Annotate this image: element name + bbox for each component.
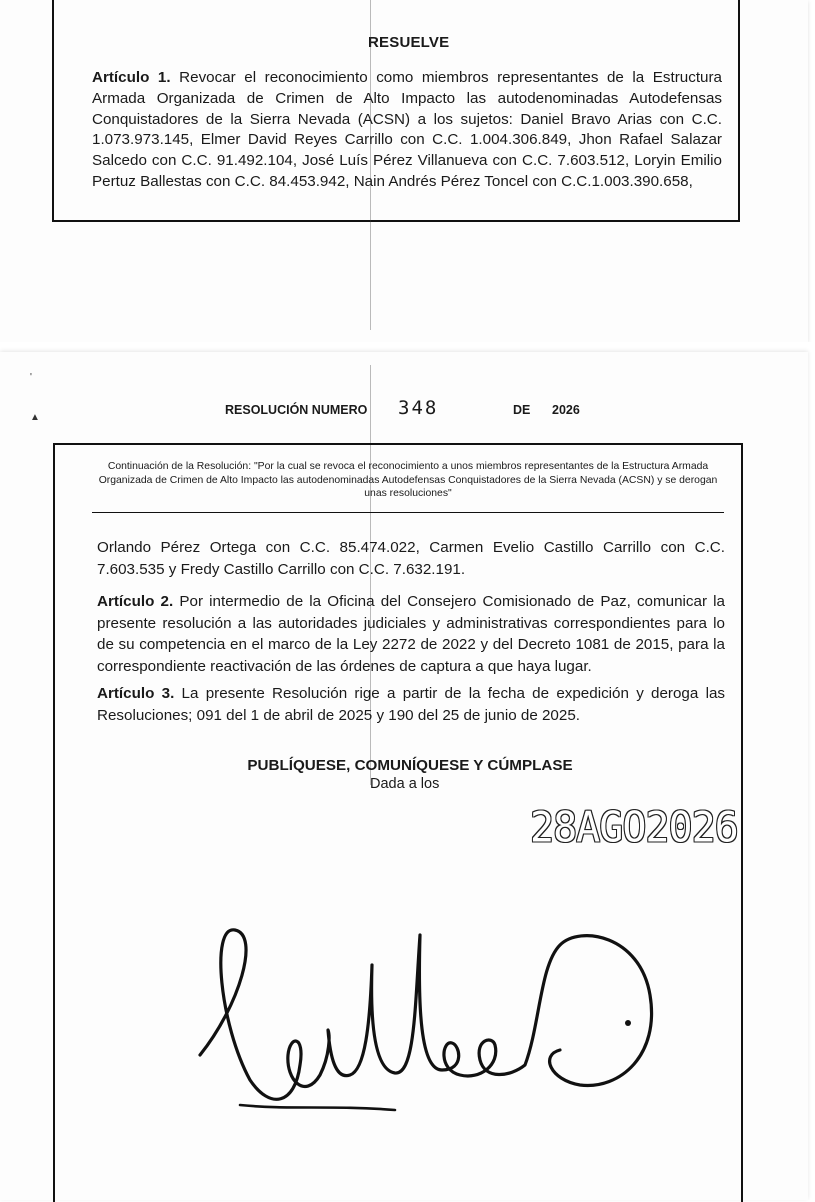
article-2-label: Artículo 2. xyxy=(97,593,174,610)
article-2-text: Por intermedio de la Oficina del Consejero Comisionado de Paz, comunicar la presente resolución a las autoridades judiciales y administrativas correspondientes para lo de su competencia en el marco de la Ley 2272 de 2022 y del Decreto 1081 de 2015, para la correspondiente reactivación de las órdenes de captura a que haya lugar. xyxy=(97,593,725,675)
given-at-label: Dada a los xyxy=(370,776,440,792)
date-stamp: 28AGO2026 xyxy=(530,803,738,853)
continued-names: Orlando Pérez Ortega con C.C. 85.474.022, Carmen Evelio Castillo Carrillo con C.C. 7.603.535 y Fredy Castillo Carrillo con C.C. 7.632.191. xyxy=(97,539,725,578)
article-2 xyxy=(97,591,725,677)
article-3 xyxy=(97,683,725,726)
fold-line-top xyxy=(370,0,371,330)
article-1 xyxy=(92,68,722,193)
article-1-label: Artículo 1. xyxy=(92,69,171,86)
resuelve-heading: RESUELVE xyxy=(368,34,450,51)
resolution-year: 2026 xyxy=(552,403,580,417)
resolution-header xyxy=(0,397,808,423)
resolution-label: RESOLUCIÓN NUMERO xyxy=(225,403,368,417)
article-1-text: Revocar el reconocimiento como miembros representantes de la Estructura Armada Organizada de Crimen de Alto Impacto las autodenominadas Autodefensas Conquistadores de la Sierra Nevada (ACSN) a los sujetos: Daniel Bravo Arias con C.C. 1.073.973.145, Elmer David Reyes Carrillo con C.C. 1.004.306.849, Jhon Rafael Salazar Salcedo con C.C. 91.492.104, José Luís Pérez Villanueva con C.C. 7.603.512, Loryin Emilio Pertuz Ballestas con C.C. 84.453.942, Nain Andrés Pérez Toncel con C.C.1.003.390.658, xyxy=(92,69,723,190)
signature-image xyxy=(180,905,680,1145)
scan-mark: ▲ xyxy=(30,412,40,423)
page-gap xyxy=(0,342,815,352)
continuation-note: Continuación de la Resolución: "Por la cual se revoca el reconocimiento a unos miembros representantes de la Estructura Armada Organizada de Crimen de Alto Impacto las autodenominadas Autodefensas Conquistadores de la Sierra Nevada (ACSN) y se derogan unas resoluciones" xyxy=(98,461,718,499)
closing-formula: PUBLÍQUESE, COMUNÍQUESE Y CÚMPLASE xyxy=(247,757,573,774)
de-label: DE xyxy=(513,403,531,417)
scan-mark: ' xyxy=(30,372,32,383)
article-3-text: La presente Resolución rige a partir de la fecha de expedición y deroga las Resoluciones; 091 del 1 de abril de 2025 y 190 del 25 de junio de 2025. xyxy=(97,685,725,724)
article-3-label: Artículo 3. xyxy=(97,685,175,702)
resolution-number: 348 xyxy=(398,397,439,419)
divider-rule xyxy=(92,512,724,513)
